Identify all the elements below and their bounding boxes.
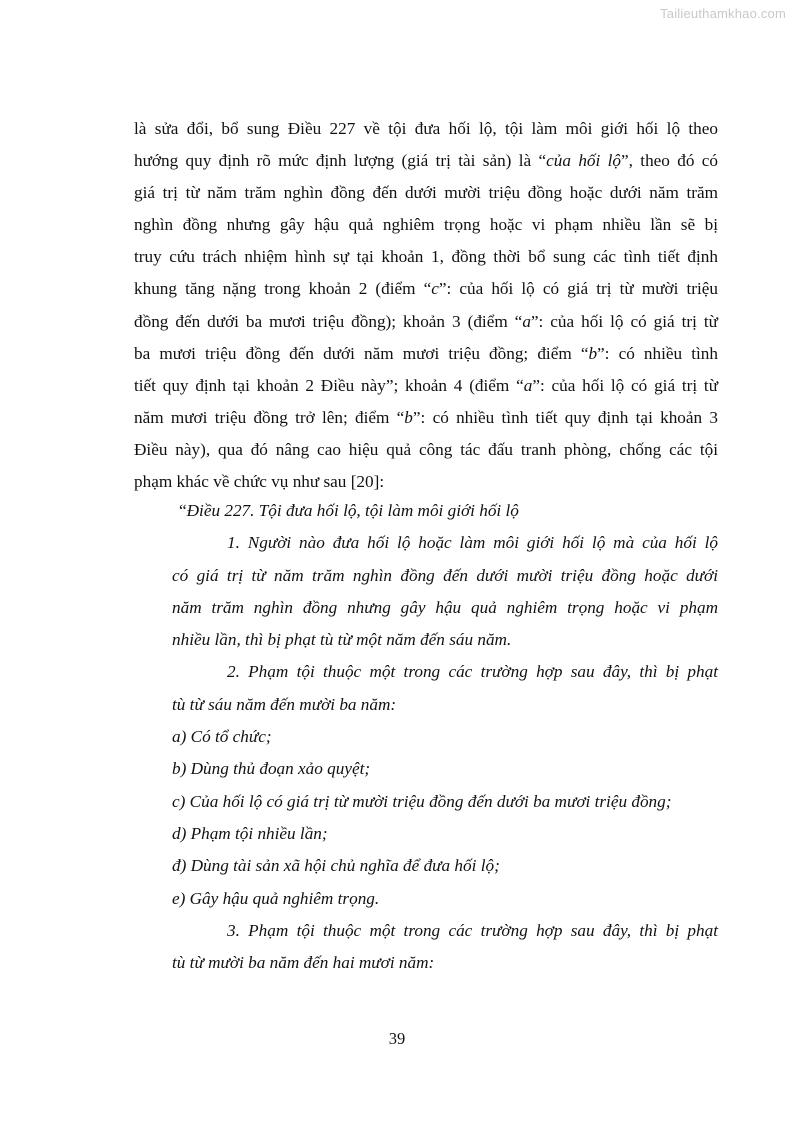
italic-term: b — [588, 343, 598, 363]
clause-2-line: 2. Phạm tội thuộc một trong các trường hợp sau đây, thì bị phạt — [227, 662, 718, 682]
italic-term: b — [404, 407, 413, 427]
clause-1-line: nhiều lần, thì bị phạt tù từ một năm đến sáu năm. — [172, 630, 512, 650]
article-title: “Điều 227. Tội đưa hối lộ, tội làm môi giới hối lộ — [179, 501, 519, 520]
clause-3-line: tù từ mười ba năm đến hai mươi năm: — [172, 953, 435, 973]
clause-3-line: 3. Phạm tội thuộc một trong các trường hợp sau đây, thì bị phạt — [227, 920, 718, 940]
italic-term: c — [431, 279, 439, 299]
quoted-article — [134, 495, 718, 979]
text-line: hướng quy định rõ mức định lượng (giá trị tài sản) là “của hối lộ”, theo đó có — [134, 151, 718, 171]
clause-1-line: năm trăm nghìn đồng nhưng gây hậu quả nghiêm trọng hoặc vi phạm — [172, 597, 718, 617]
text-line: truy cứu trách nhiệm hình sự tại khoản 1, đồng thời bổ sung các tình tiết định — [134, 247, 718, 267]
text-line: phạm khác về chức vụ như sau [20]: — [134, 472, 385, 492]
clause-2-point-b: b) Dùng thủ đoạn xảo quyệt; — [172, 759, 371, 779]
text-line: là sửa đổi, bổ sung Điều 227 về tội đưa hối lộ, tội làm môi giới hối lộ theo — [134, 119, 718, 138]
italic-term: a — [523, 375, 533, 395]
clause-1-line: 1. Người nào đưa hối lộ hoặc làm môi giới hối lộ mà của hối lộ — [227, 533, 718, 553]
clause-2-point-dd: đ) Dùng tài sản xã hội chủ nghĩa để đưa hối lộ; — [172, 856, 500, 876]
body-paragraph — [134, 113, 718, 498]
clause-2-point-e: e) Gây hậu quả nghiêm trọng. — [172, 888, 380, 908]
clause-2-point-d: d) Phạm tội nhiều lần; — [172, 823, 328, 843]
text-line: tiết quy định tại khoản 2 Điều này”; khoản 4 (điểm “a”: của hối lộ có giá trị từ — [134, 375, 719, 395]
open-quote: “ — [179, 501, 187, 520]
text-line: giá trị từ năm trăm nghìn đồng đến dưới mười triệu đồng hoặc dưới năm trăm — [134, 183, 718, 203]
italic-term: của hối lộ — [546, 151, 622, 171]
clause-2-point-a: a) Có tổ chức; — [172, 727, 272, 747]
clause-2-point-c: c) Của hối lộ có giá trị từ mười triệu đồng đến dưới ba mươi triệu đồng; — [172, 791, 672, 811]
clause-2-line: tù từ sáu năm đến mười ba năm: — [172, 694, 397, 714]
text-line: ba mươi triệu đồng đến dưới năm mươi triệu đồng; điểm “b”: có nhiều tình — [134, 343, 718, 363]
watermark: Tailieuthamkhao.com — [660, 6, 786, 21]
italic-term: a — [522, 311, 531, 331]
clause-1-line: có giá trị từ năm trăm nghìn đồng đến dưới mười triệu đồng hoặc dưới — [172, 565, 718, 585]
text-line: nghìn đồng nhưng gây hậu quả nghiêm trọng hoặc vi phạm nhiều lần sẽ bị — [134, 215, 718, 235]
text-line: Điều này), qua đó nâng cao hiệu quả công tác đấu tranh phòng, chống các tội — [134, 439, 718, 459]
text-line: đồng đến dưới ba mươi triệu đồng); khoản 3 (điểm “a”: của hối lộ có giá trị từ — [134, 311, 718, 331]
text-line: năm mươi triệu đồng trở lên; điểm “b”: có nhiều tình tiết quy định tại khoản 3 — [134, 407, 718, 427]
text-line: khung tăng nặng trong khoản 2 (điểm “c”: của hối lộ có giá trị từ mười triệu — [134, 279, 718, 299]
page-number: 39 — [388, 1029, 406, 1048]
